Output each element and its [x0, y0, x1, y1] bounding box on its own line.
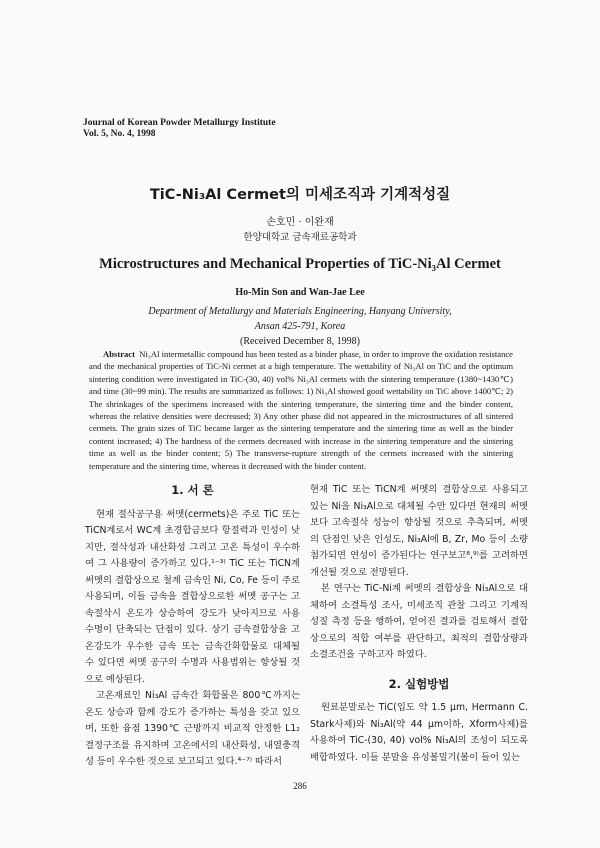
left-column	[85, 482, 300, 771]
section-1-paragraph-1: 현재 절삭공구용 써멧(cermets)은 주로 TiC 또는 TiCN계로서 WC계 초경합금보다 항절력과 인성이 낮지만, 절삭성과 내산화성 그리고 고온 특성이 우수하여 그 사용량이 증가하고 있다.¹⁻³⁾ TiC 또는 TiCN계 써멧의 결합상으로 철계 금속인 Ni, Co, Fe 등이 주로 사용되며, 이들 금속을 결합상으로한 써멧 공구는 고속절삭시 온도가 상승하여 강도가 낮아지므로 사용 수명이 단축되는 단점이 있다. 상기 금속결합상을 고온강도가 우수한 금속 또는 금속간화합물로 대체될 수 있다면 써멧 공구의 수명과 사용범위는 향상될 것으로 예상된다.	[85, 508, 300, 685]
section-1-paragraph-2: 고온재료인 Ni₃Al 금속간 화합물은 800℃까지는 온도 상승과 함께 강도가 증가하는 특성을 갖고 있으며, 또한 융점 1390℃ 근방까지 비교적 안정한 L1₂ 결정구조를 유지하며 고온에서의 내산화성, 내열충격성 등이 우수한 것으로 보고되고 있다.⁴⁻⁷⁾ 따라서	[85, 690, 300, 767]
title-english: Microstructures and Mechanical Properties of TiC-Ni₃Al Cermet	[99, 256, 501, 272]
affiliation-line-2: Ansan 425-791, Korea	[254, 321, 346, 332]
authors-english: Ho-Min Son and Wan-Jae Lee	[235, 287, 365, 298]
received-date: (Received December 8, 1998)	[240, 336, 360, 347]
journal-volume: Vol. 5, No. 4, 1998	[83, 129, 156, 139]
right-column	[310, 482, 528, 766]
section-1-paragraph-3: 현재 TiC 또는 TiCN계 써멧의 결합상으로 사용되고 있는 Ni을 Ni₃Al으로 대체될 수만 있다면 현재의 써멧보다 고속절삭 성능이 향상될 것으로 추측되며, 써멧의 단점인 낮은 인성도, Ni₃Al에 B, Zr, Mo 등이 소량 첨가되면 연성이 증가된다는 연구보고⁸,⁹⁾를 고려하면 개선될 것으로 전망된다.	[310, 484, 528, 578]
abstract-text: Ni₃Al intermetallic compound has been tested as a binder phase, in order to improve the oxidation resistance and the mechanical properties of TiC-Ni cermet at a high temperature. The wettability of Ni₃Al on TiC and the optimum sintering condition were investigated in TiC-(30, 40) vol% Ni₃Al cermets with the sintering temperature (1380~1430℃) and time (30~99 min). The results are summarized as follows: 1) Ni₃Al showed good wettability on TiC above 1400℃; 2) The shrinkages of the specimens increased with the sintering temperature, the sintering time and the binder content, whereas the relative densities were decreased; 3) Any other phase did not appeared in the microstructures of all sintered cermets. The grain sizes of TiC became larger as the sintering temperature and the sintering time as well as the binder content increased; 4) The hardness of the cermets decreased with increase in the sintering temperature and the sintering time as well as the binder content; 5) The transverse-rupture strength of the cermets increased with the sintering temperature and the sintering time, whereas it decreased with the binder content.	[89, 349, 513, 471]
section-1-heading: 1. 서 론	[171, 483, 214, 497]
affiliation-korean: 한양대학교 금속재료공학과	[243, 232, 357, 243]
authors-korean: 손호민 · 이완재	[266, 217, 334, 228]
section-2-paragraph-1: 원료분말로는 TiC(입도 약 1.5 μm, Hermann C. Stark사제)와 Ni₃Al(약 44 μm이하, Xform사제)를 사용하여 TiC-(30, 40) vol% Ni₃Al의 조성이 되도록 배합하였다. 이들 분말을 유성볼밀기(볼이 들어 있는	[310, 702, 528, 763]
affiliation-english	[0, 304, 600, 349]
section-2-heading: 2. 실험방법	[388, 676, 450, 691]
journal-name: Journal of Korean Powder Metallurgy Institute	[83, 118, 276, 128]
abstract	[89, 348, 513, 472]
journal-header	[83, 118, 276, 140]
section-1-paragraph-4: 본 연구는 TiC-Ni계 써멧의 결합상을 Ni₃Al으로 대체하여 소결특성 조사, 미세조직 관찰 그리고 기계적 성질 측정 등을 행하여, 얻어진 결과를 검토해서 결합상으로의 적합 여부를 판단하고, 최적의 결합상량과 소결조건을 구하고자 하였다.	[310, 583, 528, 660]
abstract-label: Abstract	[103, 349, 135, 359]
page-number: 286	[293, 781, 307, 791]
affiliation-line-1: Department of Metallurgy and Materials Engineering, Hanyang University,	[148, 306, 452, 317]
title-korean: TiC-Ni₃Al Cermet의 미세조직과 기계적성질	[149, 187, 451, 203]
